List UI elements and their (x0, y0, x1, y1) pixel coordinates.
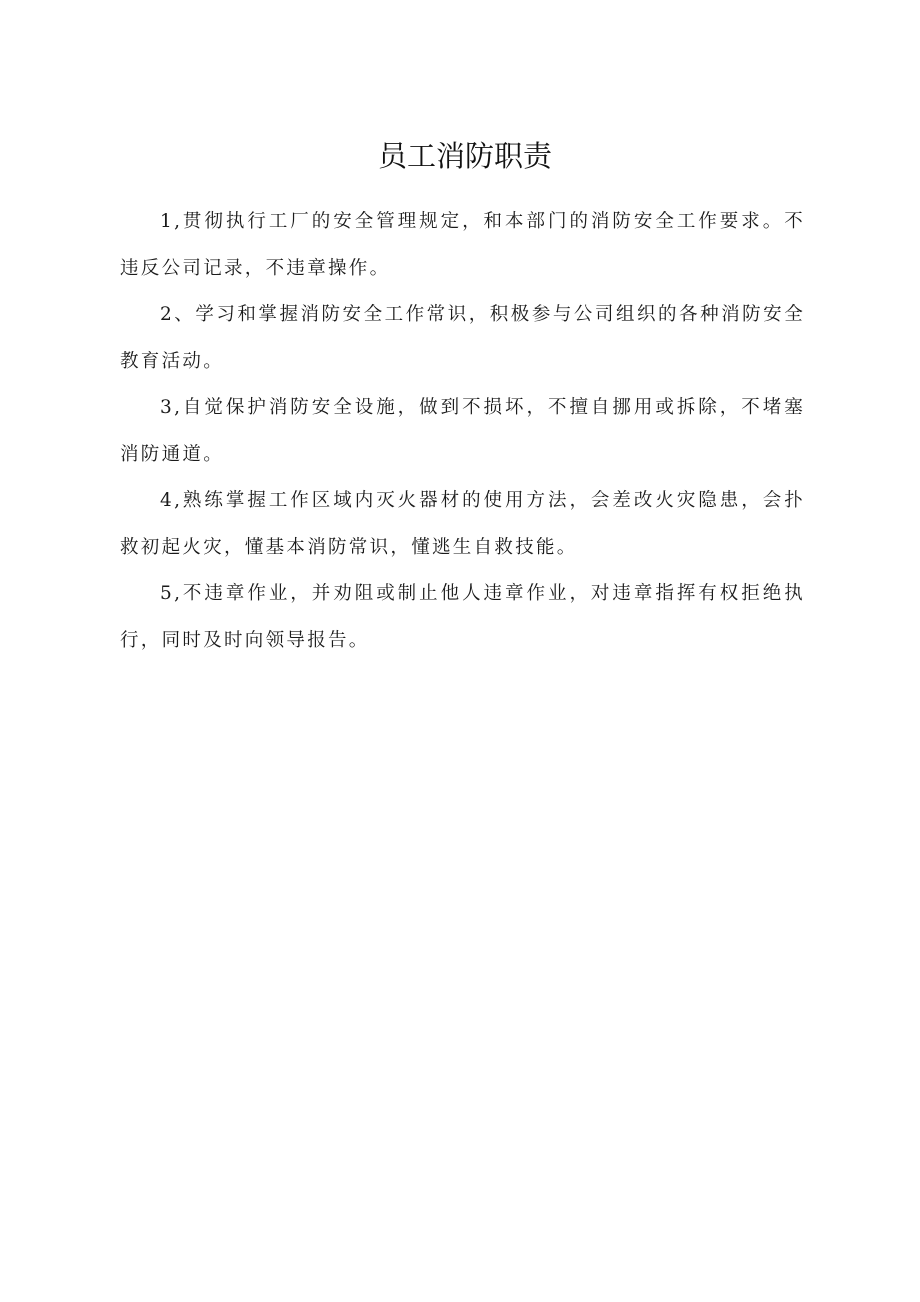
document-title: 员工消防职责 (377, 139, 552, 173)
duty-paragraph-1: 1,贯彻执行工厂的安全管理规定，和本部门的消防安全工作要求。不违反公司记录，不违章操作。 (120, 211, 805, 279)
document-body (120, 199, 805, 664)
duty-paragraph-4: 4,熟练掌握工作区域内灭火器材的使用方法，会差改火灾隐患，会扑救初起火灾，懂基本消防常识，懂逃生自救技能。 (120, 490, 805, 558)
duty-paragraph-5: 5,不违章作业，并劝阻或制止他人违章作业，对违章指挥有权拒绝执行，同时及时向领导报告。 (120, 583, 805, 651)
duty-paragraph-3: 3,自觉保护消防安全设施，做到不损坏，不擅自挪用或拆除，不堵塞消防通道。 (120, 397, 805, 465)
duty-paragraph-2: 2、学习和掌握消防安全工作常识，积极参与公司组织的各种消防安全教育活动。 (120, 304, 805, 372)
